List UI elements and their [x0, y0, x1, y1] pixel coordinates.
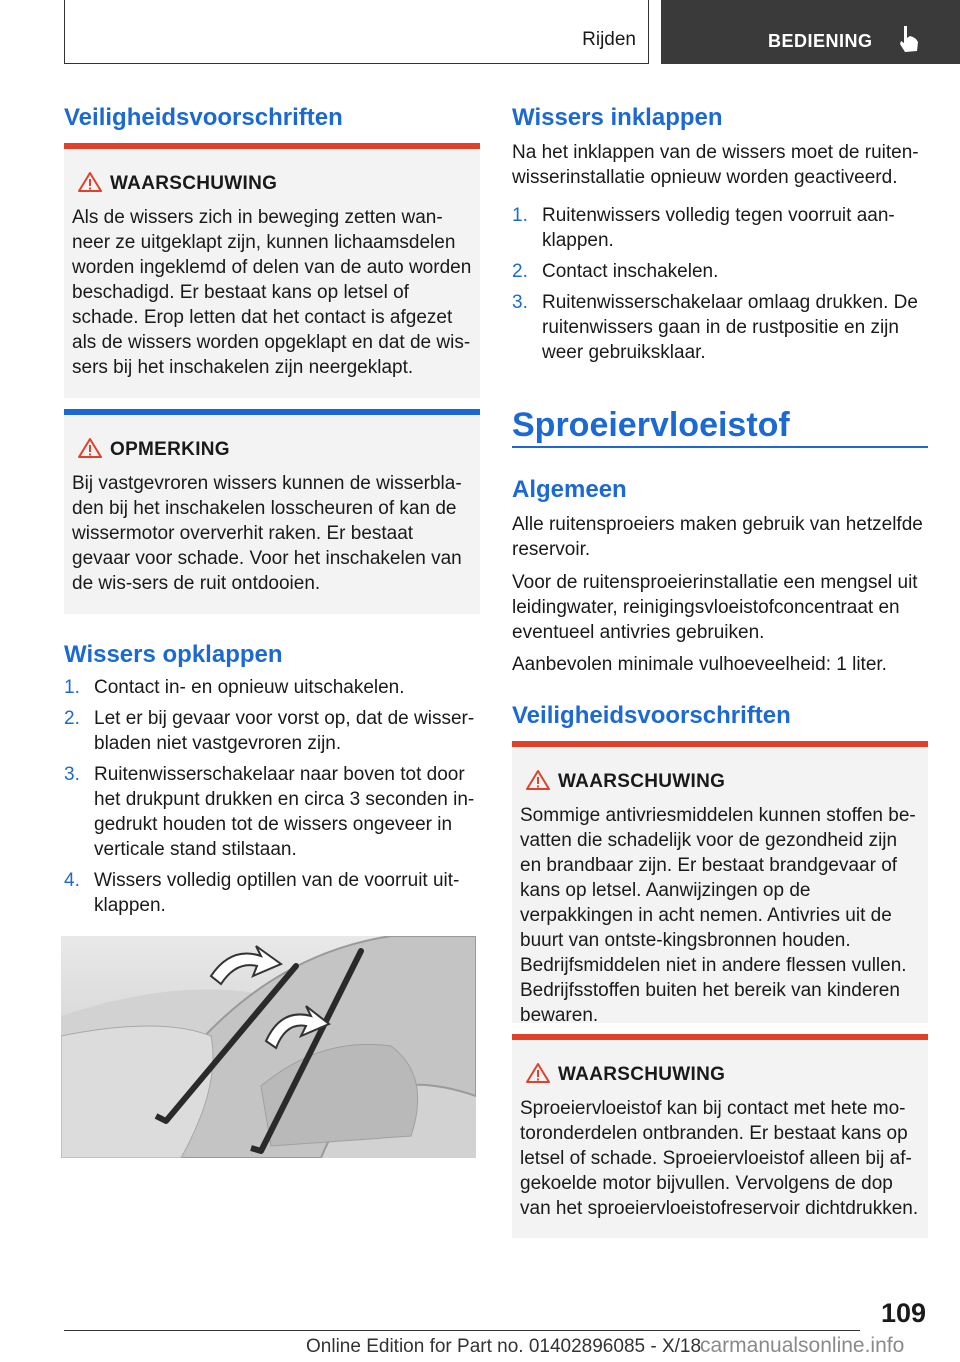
- note-box-frozen-wipers: [64, 409, 480, 614]
- safety-heading-left: Veiligheidsvoorschriften: [64, 104, 343, 131]
- header-chapter-tab: [661, 0, 960, 64]
- washer-fluid-section-title: Sproeiervloeistof: [512, 406, 790, 444]
- general-para-1: Alle ruitensproeiers maken gebruik van hetzelfde reservoir.: [512, 514, 923, 560]
- list-item: 1. Contact in- en opnieuw uitschakelen.: [64, 677, 405, 698]
- fold-down-intro: Na het inklappen van de wissers moet de ruiten-wisserinstallatie opnieuw worden geactiveerd.: [512, 142, 919, 188]
- warning-triangle-icon: [526, 769, 550, 791]
- note-bar: [64, 409, 480, 415]
- warning-triangle-icon: [78, 437, 102, 459]
- warning-title: WAARSCHUWING: [558, 771, 726, 792]
- pointing-hand-icon: [895, 24, 921, 54]
- warning-triangle-icon: [78, 171, 102, 193]
- fold-down-heading: Wissers inklappen: [512, 104, 723, 131]
- safety-heading-right: Veiligheidsvoorschriften: [512, 702, 791, 729]
- list-item: 4. Wissers volledig optillen van de voorruit uit-klappen.: [64, 870, 460, 916]
- wiper-drawing: [61, 936, 476, 1158]
- warning-bar: [512, 741, 928, 747]
- fold-up-steps: [64, 675, 480, 924]
- page-number: 109: [880, 1298, 926, 1328]
- section-rule: [512, 446, 928, 448]
- footer-edition: Online Edition for Part no. 01402896085 - X/18: [306, 1336, 702, 1357]
- header-chapter-label: BEDIENING: [768, 31, 873, 51]
- footer-watermark: carmanualsonline.info: [700, 1334, 905, 1357]
- warning-triangle-icon: [526, 1062, 550, 1084]
- warning-box-antifreeze: [512, 741, 928, 1026]
- header-section-label: Rijden: [582, 29, 636, 50]
- header-section-tab: [64, 0, 649, 64]
- general-heading: Algemeen: [512, 476, 627, 503]
- fold-down-steps: [512, 203, 928, 371]
- warning-title: WAARSCHUWING: [110, 173, 278, 194]
- general-para-2: Voor de ruitensproeierinstallatie een mengsel uit leidingwater, reinigingsvloeistofconcentraat en eventueel antivries gebruiken.: [512, 572, 918, 643]
- warning-text: Als de wissers zich in beweging zetten wan-neer ze uitgeklapt zijn, kunnen lichaamsdelen worden ingeklemd of delen van de auto worden beschadigd. Er bestaat kans op letsel of schade. Erop letten dat het contact is afgezet als de wissers worden opgeklapt en dat de wis-sers bij het inschakelen zijn neergeklapt.: [72, 207, 472, 378]
- note-title: OPMERKING: [110, 439, 230, 460]
- fold-up-heading: Wissers opklappen: [64, 641, 283, 668]
- warning-bar: [512, 1034, 928, 1040]
- warning-title: WAARSCHUWING: [558, 1064, 726, 1085]
- footer-rule: [64, 1330, 860, 1331]
- general-para-3: Aanbevolen minimale vulhoeveelheid: 1 liter.: [512, 654, 887, 675]
- warning-text: Sommige antivriesmiddelen kunnen stoffen be-vatten die schadelijk voor de gezondheid zijn en brandbaar zijn. Er bestaat brandgevaar of kans op letsel. Aanwijzingen op de verpakkingen in acht nemen. Antivries uit de buurt van ontste-kingsbronnen houden. Bedrijfsmiddelen niet in andere flessen vullen. Bedrijfsstoffen buiten het bereik van kinderen bewaren.: [520, 805, 916, 1026]
- wiper-illustration: [61, 936, 476, 1158]
- list-item: 3. Ruitenwisserschakelaar naar boven tot door het drukpunt drukken en circa 3 seconden in-gedrukt houden tot de wissers ongeveer in verticale stand stilstaan.: [64, 764, 475, 860]
- list-item: 2. Contact inschakelen.: [512, 261, 719, 282]
- warning-box-wipers: [64, 143, 480, 398]
- list-item: 2. Let er bij gevaar voor vorst op, dat de wisser-bladen niet vastgevroren zijn.: [64, 708, 475, 754]
- list-item: 1. Ruitenwissers volledig tegen voorruit aan-klappen.: [512, 205, 895, 251]
- warning-box-ignition: [512, 1034, 928, 1238]
- note-text: Bij vastgevroren wissers kunnen de wisserbla-den bij het inschakelen losscheuren of kan de wissermotor oververhit raken. Er bestaat gevaar voor schade. Voor het inschakelen van de wis-sers de ruit ontdooien.: [72, 473, 462, 594]
- warning-bar: [64, 143, 480, 149]
- warning-text: Sproeiervloeistof kan bij contact met hete mo-toronderdelen ontbranden. Er bestaat kans op letsel of schade. Sproeiervloeistof alleen bij af-gekoelde motor bijvullen. Vervolgens de dop van het sproeiervloeistofreservoir dichtdrukken.: [520, 1098, 919, 1219]
- list-item: 3. Ruitenwisserschakelaar omlaag drukken. De ruitenwissers gaan in de rustpositie en zijn weer gebruiksklaar.: [512, 292, 918, 363]
